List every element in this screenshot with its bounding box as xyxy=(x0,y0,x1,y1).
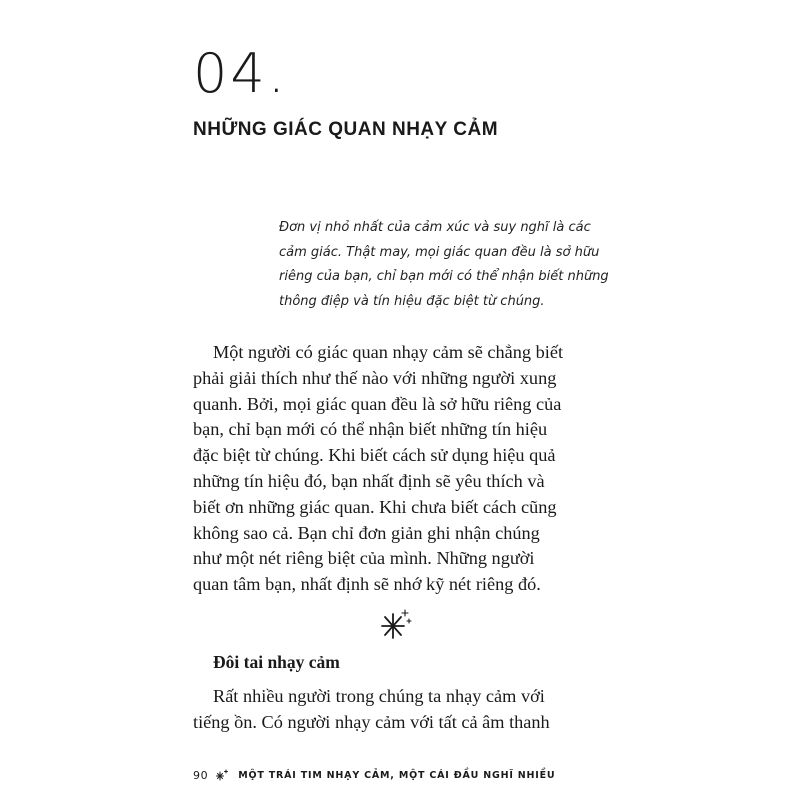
epigraph-line: Đơn vị nhỏ nhất của cảm xúc và suy nghĩ là các xyxy=(279,220,591,235)
section-line: Rất nhiều người trong chúng ta nhạy cảm với xyxy=(213,686,545,706)
body-line: phải giải thích như thế nào với những người xung xyxy=(193,367,557,388)
page-footer xyxy=(193,766,555,784)
body-line: quan tâm bạn, nhất định sẽ nhớ kỹ nét riêng đó. xyxy=(193,574,541,595)
body-line: đặc biệt từ chúng. Khi biết cách sử dụng hiệu quả xyxy=(193,445,556,466)
epigraph xyxy=(279,216,619,314)
epigraph-line: riêng của bạn, chỉ bạn mới có thể nhận biết những xyxy=(279,269,609,284)
body-line: biết ơn những giác quan. Khi chưa biết cách cũng xyxy=(193,496,557,517)
body-line: quanh. Bởi, mọi giác quan đều là sở hữu riêng của xyxy=(193,393,562,414)
body-line: không sao cả. Bạn chỉ đơn giản ghi nhận chúng xyxy=(193,522,540,543)
section-heading: Đôi tai nhạy cảm xyxy=(213,652,340,672)
body-line: những tín hiệu đó, bạn nhất định sẽ yêu thích và xyxy=(193,470,545,491)
asterisk-sparkle-icon xyxy=(378,608,412,642)
body-line: Một người có giác quan nhạy cảm sẽ chẳng biết xyxy=(213,342,564,362)
section-paragraph xyxy=(193,683,593,735)
body-paragraph xyxy=(193,340,593,598)
body-line: bạn, chỉ bạn mới có thể nhận biết những tín hiệu xyxy=(193,419,548,440)
chapter-title: NHỮNG GIÁC QUAN NHẠY CẢM xyxy=(193,119,499,140)
section-line: tiếng ồn. Có người nhạy cảm với tất cả âm thanh xyxy=(193,712,550,732)
book-title: MỘT TRÁI TIM NHẠY CẢM, MỘT CÁI ĐẦU NGHĨ NHIỀU xyxy=(238,769,556,781)
epigraph-line: cảm giác. Thật may, mọi giác quan đều là sở hữu xyxy=(279,244,600,260)
epigraph-line: thông điệp và tín hiệu đặc biệt từ chúng. xyxy=(279,293,545,309)
page-number: 90 xyxy=(193,768,209,782)
chapter-number: 04. xyxy=(193,42,288,105)
body-line: như một nét riêng biệt của mình. Những người xyxy=(193,548,535,569)
sparkle-icon xyxy=(216,769,230,781)
